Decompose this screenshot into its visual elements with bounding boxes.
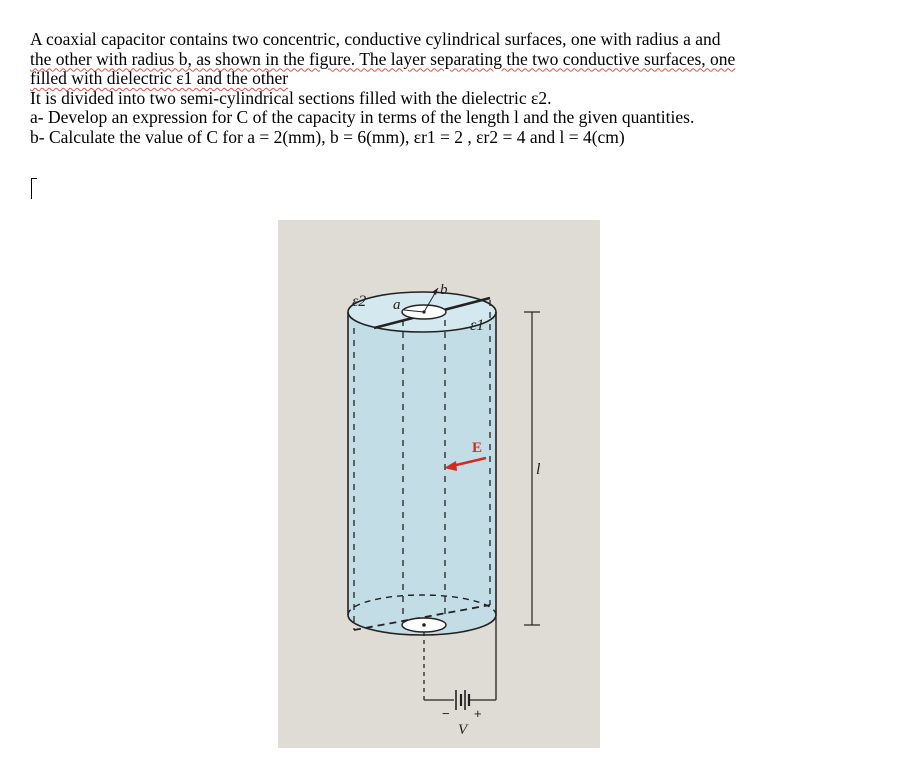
text-line-3: filled with dielectric ε1 and the other xyxy=(30,68,289,88)
text-cursor[interactable] xyxy=(31,178,32,199)
question-b: b- Calculate the value of C for a = 2(mm), b = 6(mm), εr1 = 2 , εr2 = 4 and l = 4(cm) xyxy=(30,126,625,147)
epsilon2-label: ε2 xyxy=(352,293,367,310)
coaxial-capacitor-figure xyxy=(278,220,600,748)
question-a: a- Develop an expression for C of the capacity in terms of the length l and the given quantities. xyxy=(30,107,695,127)
radius-b-label: b xyxy=(440,282,448,298)
field-label: E xyxy=(472,440,483,456)
document-body xyxy=(30,30,890,147)
minus-label: − xyxy=(442,706,450,721)
length-label: l xyxy=(536,461,541,478)
text-line-1: A coaxial capacitor contains two concentric, conductive cylindrical surfaces, one with radius a and xyxy=(30,29,721,49)
text-line-2: the other with radius b, as shown in the figure. The layer separating the two conductive surfaces, one xyxy=(30,48,736,69)
dielectric-body xyxy=(348,312,496,635)
radius-a-label: a xyxy=(393,297,401,313)
plus-label: + xyxy=(474,706,482,721)
voltage-label: V xyxy=(458,722,468,738)
epsilon1-label: ε1 xyxy=(470,317,485,334)
text-line-4: It is divided into two semi-cylindrical sections filled with the dielectric ε2. xyxy=(30,87,552,108)
